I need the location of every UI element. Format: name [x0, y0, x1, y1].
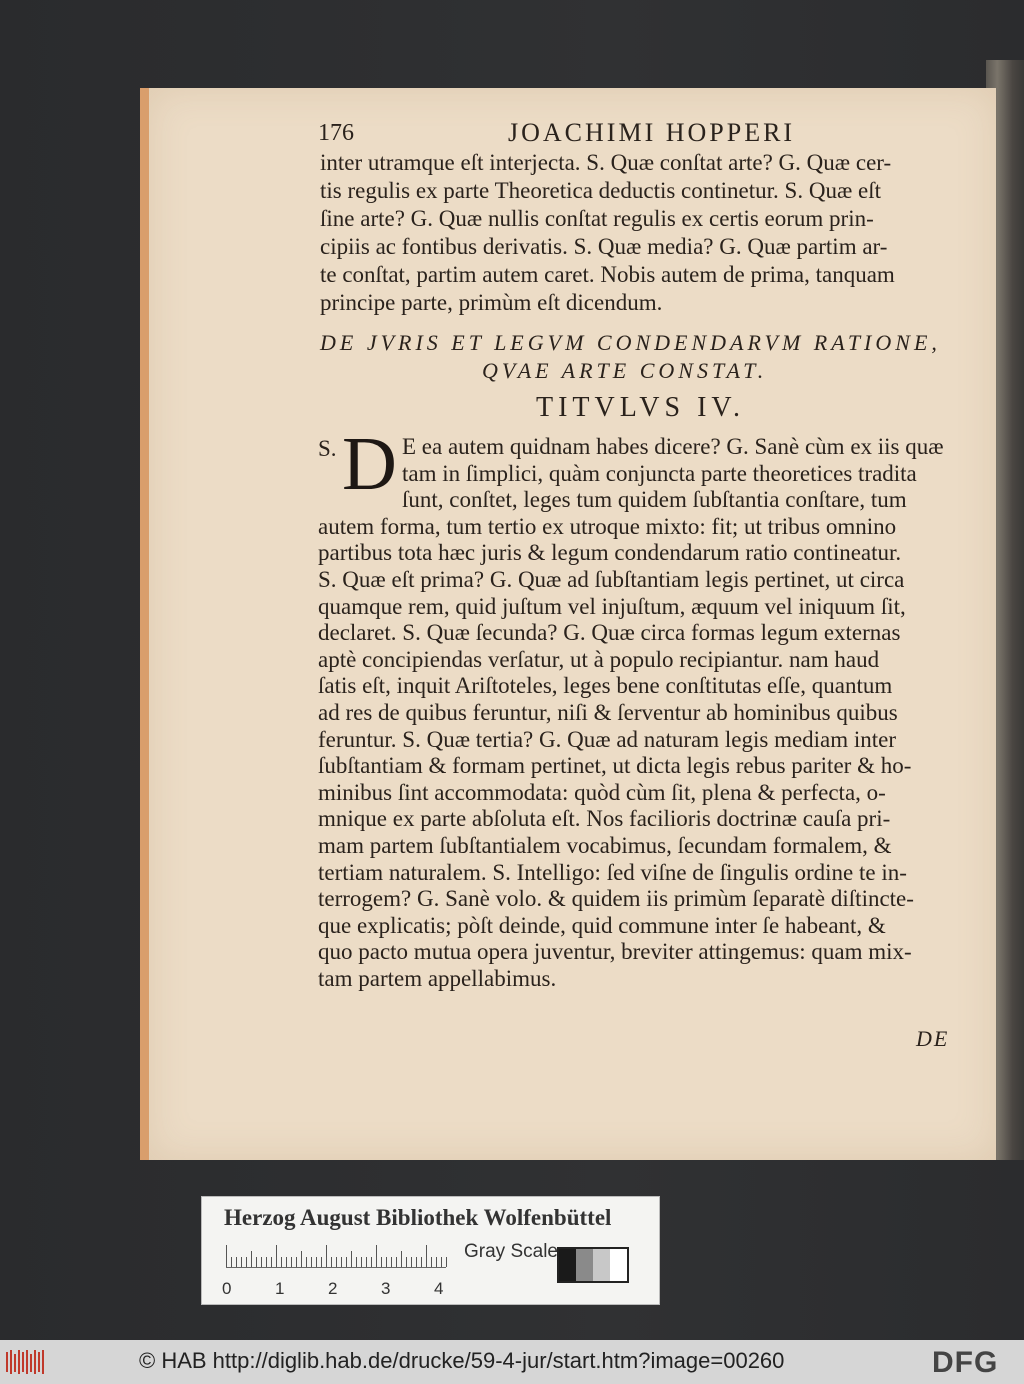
gray-scale-bar	[557, 1247, 629, 1283]
ruler-tick	[371, 1257, 372, 1267]
ruler-tick	[266, 1257, 267, 1267]
ruler-tick	[346, 1257, 347, 1267]
text-line: quamque rem, quid juſtum vel injuſtum, æquum vel iniquum ſit,	[318, 593, 906, 619]
ruler-label: 0	[222, 1279, 232, 1298]
ruler-label: 3	[381, 1279, 391, 1298]
ruler-tick	[396, 1257, 397, 1267]
ruler-tick	[341, 1257, 342, 1267]
text-line: ſunt, conſtet, leges tum quidem ſubſtantia conſtare, tum	[402, 487, 907, 513]
ruler-tick	[321, 1257, 322, 1267]
running-head: JOACHIMI HOPPERI	[508, 118, 796, 147]
text-line: feruntur. S. Quæ tertia? G. Quæ ad naturam legis mediam inter	[318, 726, 897, 752]
text-line: S. Quæ eſt prima? G. Quæ ad ſubſtantiam legis pertinet, ut circa	[318, 567, 905, 592]
ruler-tick	[406, 1257, 407, 1267]
ruler-tick	[326, 1245, 327, 1267]
ruler-tick	[276, 1245, 277, 1267]
titulus-heading: TITVLVS IV.	[536, 392, 746, 423]
ruler-tick	[286, 1257, 287, 1267]
ruler-tick	[416, 1257, 417, 1267]
ruler-tick	[231, 1257, 232, 1267]
drop-cap: D	[342, 422, 397, 506]
ruler-tick	[281, 1257, 282, 1267]
ruler-label: 1	[275, 1279, 285, 1298]
text-line: E ea autem quidnam habes dicere? G. Sanè cùm ex iis quæ	[402, 434, 944, 459]
ruler-tick	[446, 1257, 447, 1267]
ruler-tick	[331, 1257, 332, 1267]
ruler-tick	[356, 1257, 357, 1267]
ruler-tick	[296, 1257, 297, 1267]
ruler	[226, 1245, 446, 1268]
copyright-url-text: © HAB http://diglib.hab.de/drucke/59-4-jur/start.htm?image=00260	[139, 1348, 785, 1373]
text-line: cipiis ac fontibus derivatis. S. Quæ media? G. Quæ partim ar-	[320, 234, 888, 259]
page-number: 176	[318, 120, 354, 146]
footer-bar	[0, 1340, 1024, 1384]
ruler-tick	[351, 1251, 352, 1267]
section-heading-line-2: QVAE ARTE CONSTAT.	[482, 358, 768, 383]
ruler-tick	[436, 1257, 437, 1267]
text-line: tam partem appellabimus.	[318, 966, 557, 991]
ruler-tick	[411, 1257, 412, 1267]
gray-swatch	[610, 1249, 627, 1281]
text-line: quo pacto mutua opera juventur, breviter attingemus: quam mix-	[318, 939, 912, 965]
ruler-tick	[441, 1257, 442, 1267]
ruler-tick	[251, 1251, 252, 1267]
ruler-tick	[291, 1257, 292, 1267]
text-line: inter utramque eſt interjecta. S. Quæ conſtat arte? G. Quæ cer-	[320, 150, 892, 175]
ruler-tick	[386, 1257, 387, 1267]
text-line: tam in ſimplici, quàm conjuncta parte theoretices tradita	[402, 460, 917, 486]
ruler-tick	[366, 1257, 367, 1267]
ruler-tick	[256, 1257, 257, 1267]
ruler-tick	[261, 1257, 262, 1267]
text-line: terrogem? G. Sanè volo. & quidem iis primùm ſeparatè diſtincte-	[318, 886, 914, 912]
ruler-tick	[316, 1257, 317, 1267]
gray-swatch	[559, 1249, 576, 1281]
ruler-tick	[271, 1257, 272, 1267]
ruler-tick	[236, 1257, 237, 1267]
gray-swatch	[576, 1249, 593, 1281]
text-line: aptè concipiendas verſatur, ut à populo recipiantur. nam haud	[318, 646, 880, 672]
library-name: Herzog August Bibliothek Wolfenbüttel	[224, 1205, 612, 1230]
text-line: minibus ſint accommodata: quòd cùm ſit, plena & perfecta, o-	[318, 779, 886, 805]
gray-scale-label: Gray Scale	[464, 1241, 558, 1262]
ruler-tick	[361, 1257, 362, 1267]
section-heading-line-1: DE JVRIS ET LEGVM CONDENDARVM RATIONE,	[320, 330, 941, 355]
ruler-tick	[381, 1257, 382, 1267]
ruler-tick	[301, 1251, 302, 1267]
text-line: te conſtat, partim autem caret. Nobis autem de prima, tanquam	[320, 262, 895, 287]
text-line: autem forma, tum tertio ex utroque mixto: fit; ut tribus omnino	[318, 513, 897, 539]
ruler-tick	[306, 1257, 307, 1267]
text-line: tis regulis ex parte Theoretica deductis continetur. S. Quæ eſt	[320, 178, 882, 203]
text-line: tertiam naturalem. S. Intelligo: ſed viſne de ſingulis ordine te in-	[318, 859, 907, 885]
text-line: ſubſtantiam & formam pertinet, ut dicta legis rebus pariter & ho-	[318, 753, 912, 779]
ruler-tick	[426, 1245, 427, 1267]
ruler-tick	[336, 1257, 337, 1267]
gray-swatch	[593, 1249, 610, 1281]
ruler-tick	[226, 1245, 227, 1267]
text-line: ad res de quibus feruntur, niſi & ſerventur ab hominibus quibus	[318, 700, 898, 725]
ruler-tick	[376, 1245, 377, 1267]
text-line: ſine arte? G. Quæ nullis conſtat regulis ex certis eorum prin-	[320, 206, 874, 231]
ruler-tick	[311, 1257, 312, 1267]
ruler-tick	[241, 1257, 242, 1267]
text-line: ſatis eſt, inquit Ariſtoteles, leges bene conſtitutas eſſe, quantum	[318, 673, 893, 699]
text-line: mnique ex parte abſoluta eſt. Nos facilioris doctrinæ cauſa pri-	[318, 806, 891, 832]
ruler-tick	[421, 1257, 422, 1267]
ruler-tick	[431, 1257, 432, 1267]
scale-card	[201, 1196, 660, 1305]
ruler-label: 2	[328, 1279, 338, 1298]
ruler-tick	[246, 1257, 247, 1267]
text-line: principe parte, primùm eſt dicendum.	[320, 290, 663, 315]
speaker-label: S.	[318, 436, 337, 461]
text-line: que explicatis; pòſt deinde, quid commune inter ſe habeant, &	[318, 912, 886, 938]
hab-barcode-logo-icon	[6, 1348, 48, 1376]
ruler-label: 4	[434, 1279, 444, 1298]
ruler-tick	[391, 1257, 392, 1267]
text-line: mam partem ſubſtantialem vocabimus, ſecundam formalem, &	[318, 833, 892, 858]
text-line: partibus tota hæc juris & legum condendarum ratio contineatur.	[318, 540, 902, 566]
ruler-tick	[401, 1251, 402, 1267]
text-line: declaret. S. Quæ ſecunda? G. Quæ circa formas legum externas	[318, 620, 901, 646]
catchword: DE	[916, 1026, 950, 1051]
dfg-logo: DFG	[932, 1346, 999, 1379]
